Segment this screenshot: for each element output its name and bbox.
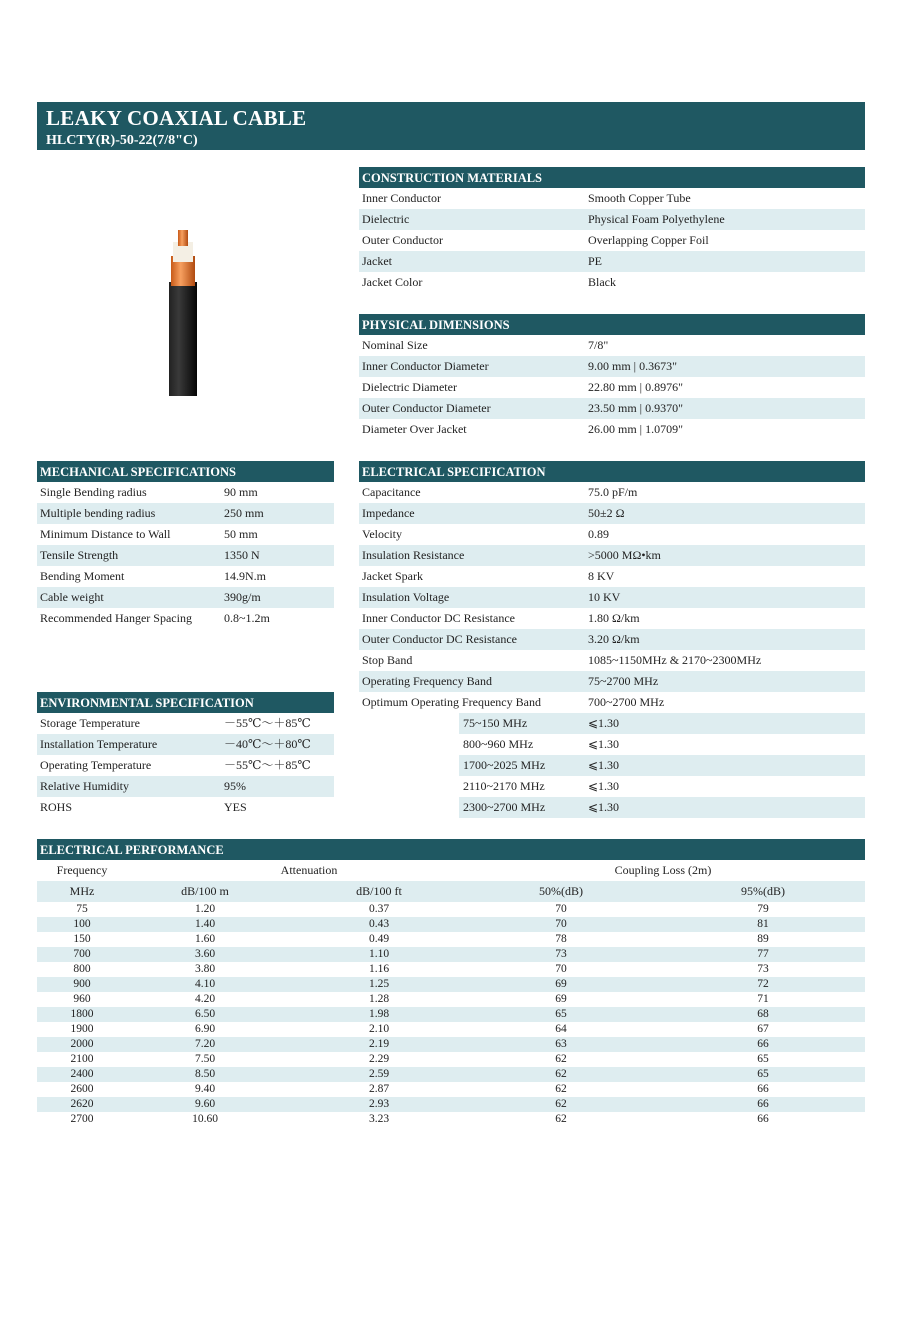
coup50-cell: 62: [555, 1083, 567, 1095]
physical-value: 26.00 mm | 1.0709": [588, 422, 683, 436]
physical-label: Diameter Over Jacket: [362, 422, 467, 436]
coup50-cell: 69: [555, 978, 567, 990]
environmental-label: Storage Temperature: [40, 716, 140, 730]
att-ft-cell: 0.49: [368, 933, 390, 945]
electrical-label: Outer Conductor DC Resistance: [362, 632, 517, 646]
coup50-cell: 62: [555, 1053, 567, 1065]
coupling-group-label: Coupling Loss (2m): [614, 863, 712, 877]
electrical-value: 700~2700 MHz: [588, 695, 665, 709]
coup50-cell: 70: [555, 918, 567, 930]
att-m-cell: 4.20: [194, 993, 216, 1005]
coup95-cell: 71: [757, 993, 769, 1005]
electrical-row: [359, 629, 865, 650]
performance-row: [37, 1037, 865, 1052]
coup50-cell: 70: [555, 903, 567, 915]
performance-group-header: [37, 860, 865, 881]
coup95-cell: 66: [757, 1098, 769, 1110]
att-ft-cell: 1.16: [368, 963, 390, 975]
physical-label: Inner Conductor Diameter: [362, 359, 489, 373]
physical-heading: PHYSICAL DIMENSIONS: [359, 314, 865, 335]
att-m-cell: 1.20: [194, 903, 216, 915]
vswr-band: 2110~2170 MHz: [463, 779, 545, 793]
coup50-cell: 62: [555, 1098, 567, 1110]
electrical-label: Capacitance: [362, 485, 421, 499]
construction-label: Outer Conductor: [362, 233, 443, 247]
performance-row: [37, 992, 865, 1007]
vswr-band: 2300~2700 MHz: [463, 800, 546, 814]
vswr-value: ⩽1.30: [588, 758, 620, 772]
performance-row: [37, 1112, 865, 1127]
physical-row: [359, 398, 865, 419]
att-m-cell: 3.60: [194, 948, 216, 960]
electrical-row: [359, 482, 865, 503]
construction-row: [359, 272, 865, 293]
att-m-cell: 7.50: [194, 1053, 216, 1065]
vswr-band: 800~960 MHz: [463, 737, 534, 751]
freq-cell: 2620: [70, 1098, 94, 1110]
freq-cell: 2400: [70, 1068, 94, 1080]
construction-value: Physical Foam Polyethylene: [588, 212, 725, 226]
vswr-row: [459, 755, 865, 776]
vswr-row: [459, 734, 865, 755]
att-m-cell: 9.60: [194, 1098, 216, 1110]
vswr-row: [459, 797, 865, 818]
electrical-label: Insulation Resistance: [362, 548, 465, 562]
physical-value: 7/8": [588, 338, 609, 352]
att-m-cell: 10.60: [192, 1113, 218, 1125]
environmental-label: Relative Humidity: [40, 779, 129, 793]
construction-label: Jacket: [362, 254, 392, 268]
freq-cell: 1900: [70, 1023, 94, 1035]
freq-cell: 2100: [70, 1053, 94, 1065]
coup50-cell: 63: [555, 1038, 567, 1050]
coup50-cell: 65: [555, 1008, 567, 1020]
att-ft-cell: 0.37: [368, 903, 390, 915]
model-number: HLCTY(R)-50-22(7/8"C): [46, 133, 198, 148]
att-ft-cell: 1.10: [368, 948, 390, 960]
att-m-cell: 4.10: [194, 978, 216, 990]
mechanical-label: Recommended Hanger Spacing: [40, 611, 192, 625]
construction-value: Smooth Copper Tube: [588, 191, 691, 205]
coup95-cell: 66: [757, 1083, 769, 1095]
col-mhz: MHz: [69, 884, 95, 898]
environmental-value: －40℃～＋80℃: [224, 737, 311, 751]
electrical-label: Insulation Voltage: [362, 590, 450, 604]
physical-value: 9.00 mm | 0.3673": [588, 359, 677, 373]
physical-label: Dielectric Diameter: [362, 380, 457, 394]
electrical-label: Impedance: [362, 506, 415, 520]
construction-row: [359, 230, 865, 251]
coup95-cell: 65: [757, 1068, 769, 1080]
mechanical-value: 390g/m: [224, 590, 261, 604]
coup50-cell: 70: [555, 963, 567, 975]
freq-cell: 100: [73, 918, 91, 930]
electrical-label: Jacket Spark: [362, 569, 423, 583]
electrical-label: Stop Band: [362, 653, 413, 667]
mechanical-row: [37, 587, 334, 608]
physical-label: Nominal Size: [362, 338, 428, 352]
vswr-row: [459, 776, 865, 797]
physical-value: 23.50 mm | 0.9370": [588, 401, 683, 415]
environmental-value: YES: [224, 800, 247, 814]
coup50-cell: 73: [555, 948, 567, 960]
environmental-heading: ENVIRONMENTAL SPECIFICATION: [37, 692, 334, 713]
freq-cell: 800: [73, 963, 91, 975]
att-m-cell: 9.40: [194, 1083, 216, 1095]
coup95-cell: 67: [757, 1023, 769, 1035]
mechanical-row: [37, 524, 334, 545]
coup95-cell: 68: [757, 1008, 769, 1020]
electrical-value: 1.80 Ω/km: [588, 611, 640, 625]
mechanical-value: 90 mm: [224, 485, 258, 499]
freq-cell: 700: [73, 948, 91, 960]
att-m-cell: 1.40: [194, 918, 216, 930]
mechanical-row: [37, 545, 334, 566]
col-coupling-95: 95%(dB): [741, 884, 785, 898]
physical-value: 22.80 mm | 0.8976": [588, 380, 683, 394]
att-ft-cell: 2.29: [368, 1053, 390, 1065]
construction-label: Inner Conductor: [362, 191, 441, 205]
environmental-row: [37, 776, 334, 797]
electrical-row: [359, 692, 865, 713]
coup95-cell: 77: [757, 948, 769, 960]
electrical-value: 75~2700 MHz: [588, 674, 659, 688]
electrical-value: 75.0 pF/m: [588, 485, 638, 499]
mechanical-value: 50 mm: [224, 527, 258, 541]
performance-row: [37, 962, 865, 977]
electrical-row: [359, 503, 865, 524]
freq-cell: 900: [73, 978, 91, 990]
col-db-100ft: dB/100 ft: [356, 884, 402, 898]
att-ft-cell: 2.87: [368, 1083, 390, 1095]
mechanical-row: [37, 608, 334, 629]
electrical-row: [359, 671, 865, 692]
electrical-value: 3.20 Ω/km: [588, 632, 640, 646]
mechanical-label: Multiple bending radius: [40, 506, 156, 520]
performance-row: [37, 1022, 865, 1037]
environmental-label: Installation Temperature: [40, 737, 158, 751]
construction-heading: CONSTRUCTION MATERIALS: [359, 167, 865, 188]
electrical-label: Velocity: [362, 527, 402, 541]
performance-column-header: [37, 881, 865, 902]
coup95-cell: 89: [757, 933, 769, 945]
att-ft-cell: 1.28: [368, 993, 390, 1005]
vswr-band: 75~150 MHz: [463, 716, 528, 730]
coup50-cell: 78: [555, 933, 567, 945]
mechanical-label: Cable weight: [40, 590, 104, 604]
title-banner: [37, 102, 865, 150]
att-ft-cell: 0.43: [368, 918, 390, 930]
page-title: LEAKY COAXIAL CABLE: [46, 106, 307, 130]
electrical-label: Optimum Operating Frequency Band: [362, 695, 541, 709]
vswr-value: ⩽1.30: [588, 779, 620, 793]
construction-label: Dielectric: [362, 212, 410, 226]
electrical-row: [359, 524, 865, 545]
physical-row: [359, 356, 865, 377]
mechanical-label: Single Bending radius: [40, 485, 147, 499]
vswr-band: 1700~2025 MHz: [463, 758, 546, 772]
electrical-value: 8 KV: [588, 569, 615, 583]
coup95-cell: 66: [757, 1038, 769, 1050]
att-m-cell: 1.60: [194, 933, 216, 945]
vswr-value: ⩽1.30: [588, 737, 620, 751]
att-m-cell: 3.80: [194, 963, 216, 975]
performance-heading: ELECTRICAL PERFORMANCE: [37, 839, 865, 860]
att-m-cell: 8.50: [194, 1068, 216, 1080]
performance-row: [37, 1067, 865, 1082]
coup50-cell: 62: [555, 1068, 567, 1080]
performance-row: [37, 1097, 865, 1112]
att-ft-cell: 2.59: [368, 1068, 390, 1080]
environmental-row: [37, 755, 334, 776]
freq-cell: 960: [73, 993, 91, 1005]
environmental-value: －55℃～＋85℃: [224, 716, 311, 730]
att-ft-cell: 3.23: [368, 1113, 390, 1125]
construction-row: [359, 188, 865, 209]
electrical-value: 10 KV: [588, 590, 621, 604]
att-ft-cell: 2.10: [368, 1023, 390, 1035]
coup95-cell: 79: [757, 903, 769, 915]
environmental-value: 95%: [224, 779, 246, 793]
att-m-cell: 7.20: [194, 1038, 216, 1050]
mechanical-row: [37, 482, 334, 503]
freq-cell: 2700: [70, 1113, 94, 1125]
electrical-row: [359, 587, 865, 608]
environmental-row: [37, 734, 334, 755]
electrical-label: Inner Conductor DC Resistance: [362, 611, 515, 625]
mechanical-row: [37, 566, 334, 587]
coup95-cell: 72: [757, 978, 769, 990]
physical-row: [359, 377, 865, 398]
electrical-label: Operating Frequency Band: [362, 674, 492, 688]
environmental-row: [37, 797, 334, 818]
freq-cell: 150: [73, 933, 91, 945]
construction-value: PE: [588, 254, 603, 268]
vswr-label-cell: [359, 713, 459, 818]
coup95-cell: 65: [757, 1053, 769, 1065]
performance-row: [37, 932, 865, 947]
freq-cell: 2000: [70, 1038, 94, 1050]
performance-row: [37, 1082, 865, 1097]
performance-row: [37, 917, 865, 932]
vswr-value: ⩽1.30: [588, 716, 620, 730]
physical-row: [359, 419, 865, 440]
freq-cell: 2600: [70, 1083, 94, 1095]
mechanical-value: 14.9N.m: [224, 569, 266, 583]
freq-cell: 75: [76, 903, 88, 915]
att-m-cell: 6.50: [194, 1008, 216, 1020]
att-ft-cell: 2.93: [368, 1098, 390, 1110]
mechanical-heading: MECHANICAL SPECIFICATIONS: [37, 461, 334, 482]
performance-row: [37, 1007, 865, 1022]
mechanical-value: 250 mm: [224, 506, 264, 520]
performance-row: [37, 947, 865, 962]
electrical-row: [359, 545, 865, 566]
vswr-row: [459, 713, 865, 734]
electrical-value: 0.89: [588, 527, 609, 541]
environmental-label: ROHS: [40, 800, 73, 814]
coup95-cell: 81: [757, 918, 769, 930]
att-ft-cell: 1.25: [368, 978, 390, 990]
construction-row: [359, 209, 865, 230]
electrical-row: [359, 608, 865, 629]
col-db-100m: dB/100 m: [181, 884, 229, 898]
vswr-value: ⩽1.30: [588, 800, 620, 814]
performance-row: [37, 977, 865, 992]
coup50-cell: 64: [555, 1023, 567, 1035]
electrical-heading: ELECTRICAL SPECIFICATION: [359, 461, 865, 482]
att-ft-cell: 1.98: [368, 1008, 390, 1020]
freq-cell: 1800: [70, 1008, 94, 1020]
construction-value: Black: [588, 275, 616, 289]
construction-label: Jacket Color: [362, 275, 423, 289]
performance-row: [37, 1052, 865, 1067]
physical-label: Outer Conductor Diameter: [362, 401, 491, 415]
environmental-row: [37, 713, 334, 734]
construction-row: [359, 251, 865, 272]
electrical-value: 1085~1150MHz & 2170~2300MHz: [588, 653, 762, 667]
att-m-cell: 6.90: [194, 1023, 216, 1035]
att-ft-cell: 2.19: [368, 1038, 390, 1050]
performance-row: [37, 902, 865, 917]
mechanical-label: Minimum Distance to Wall: [40, 527, 171, 541]
physical-row: [359, 335, 865, 356]
coup95-cell: 73: [757, 963, 769, 975]
coup95-cell: 66: [757, 1113, 769, 1125]
mechanical-label: Tensile Strength: [40, 548, 119, 562]
construction-value: Overlapping Copper Foil: [588, 233, 709, 247]
mechanical-label: Bending Moment: [40, 569, 125, 583]
mechanical-value: 0.8~1.2m: [224, 611, 270, 625]
coup50-cell: 62: [555, 1113, 567, 1125]
coup50-cell: 69: [555, 993, 567, 1005]
attenuation-group-label: Attenuation: [280, 863, 338, 877]
electrical-value: 50±2 Ω: [588, 506, 625, 520]
cable-image: [169, 228, 199, 396]
electrical-row: [359, 650, 865, 671]
mechanical-value: 1350 N: [224, 548, 260, 562]
electrical-value: >5000 MΩ•km: [588, 548, 661, 562]
col-coupling-50: 50%(dB): [539, 884, 583, 898]
environmental-label: Operating Temperature: [40, 758, 152, 772]
electrical-row: [359, 566, 865, 587]
mechanical-row: [37, 503, 334, 524]
frequency-group-label: Frequency: [56, 863, 108, 877]
environmental-value: －55℃～＋85℃: [224, 758, 311, 772]
